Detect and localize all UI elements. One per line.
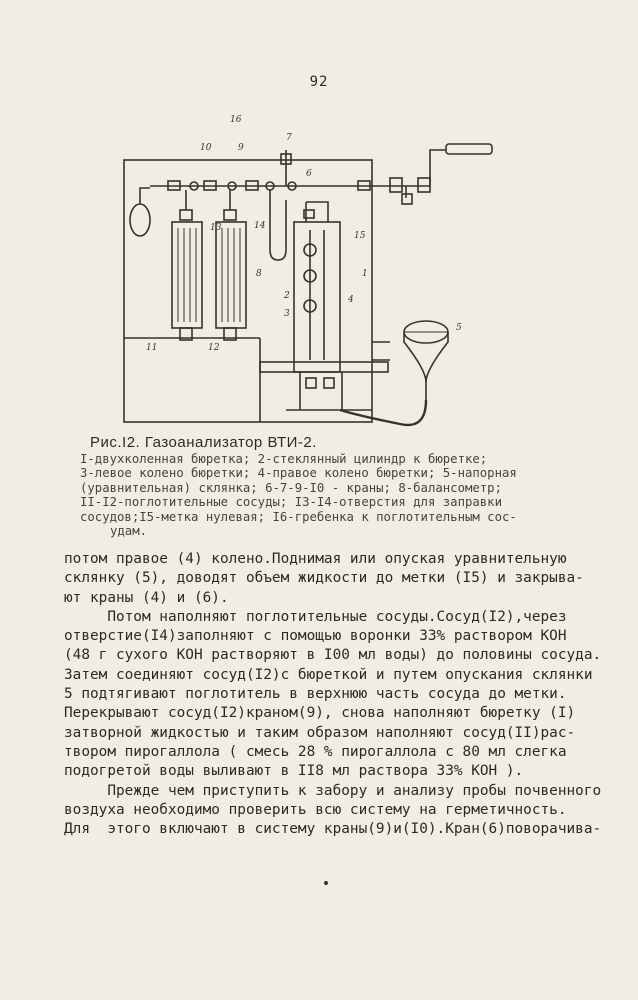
callout-number: 1 [362,269,368,279]
text-line: потом правое (4) колено.Поднимая или опуская уравнительную [64,551,567,567]
text-line: Затем соединяют сосуд(I2)с бюреткой и путем опускания склянки [64,666,593,683]
callout-number: 9 [238,143,244,153]
callout-number: 13 [210,223,222,233]
page-number: 92 [309,74,329,90]
figure-legend [80,452,550,538]
callout-number: 15 [354,231,366,241]
text-line: ют краны (4) и (6). [64,589,229,606]
legend-line: I-двухколенная бюретка; 2-стеклянный цилиндр к бюретке; [80,452,488,466]
text-line: Перекрывают сосуд(I2)краном(9), снова наполняют бюретку (I) [64,705,576,722]
callout-number: 16 [230,115,242,125]
callout-number: 3 [284,309,290,319]
gas-analyzer-figure [110,110,510,430]
rubber-bulb [130,204,150,236]
page-speck [324,881,328,885]
absorption-vessel-11 [172,222,202,328]
balancemeter-8 [270,190,286,260]
legend-line: сосудов;I5-метка нулевая; I6-гребенка к поглотительным сос- [80,509,517,524]
legend-line: II-I2-поглотительные сосуды; I3-I4-отверстия для заправки [80,495,502,510]
legend-line: удам. [110,524,148,539]
callout-number: 6 [306,169,312,179]
text-line: Прежде чем приступить к забору и анализу пробы почвенного [64,782,602,799]
absorption-vessel-12 [216,222,246,328]
callout-number: 10 [200,143,212,153]
glass-cylinder-2 [294,222,340,372]
callout-number: 2 [284,291,290,301]
callout-number: 11 [146,343,158,353]
callout-number: 8 [256,269,262,279]
text-line: (48 г сухого КОН растворяют в I00 мл воды) до половины сосуда. [64,647,602,664]
crank-handle [446,144,492,154]
callout-number: 4 [348,295,354,305]
figure-caption-title: Рис.I2. Газоанализатор ВТИ-2. [90,434,317,451]
text-line: затворной жидкостью и таким образом наполняют сосуд(II)рас- [64,724,576,741]
text-line: отверстие(I4)заполняют с помощью воронки 33% раствором КОН [64,628,567,645]
body-text [64,550,602,839]
callout-number: 7 [286,133,292,143]
gas-analyzer-diagram [110,110,510,430]
text-line: Для этого включают в систему краны(9)и(I0).Кран(6)поворачива- [64,821,602,838]
burette-platform [260,362,388,372]
shelf [124,338,260,422]
text-line: воздуха необходимо проверить всю систему на герметичность. [64,801,567,818]
text-line: склянку (5), доводят объем жидкости до метки (I5) и закрыва- [64,570,584,587]
valve-9-right [390,178,402,192]
bulb-tube [140,188,150,204]
callout-number: 14 [254,221,266,231]
text-line: твором пирогаллола ( смесь 28 % пирогаллола с 80 мл слегка [64,743,567,760]
callout-number: 5 [456,323,462,333]
callout-number: 12 [208,343,220,353]
text-line: подогретой воды выливают в II8 мл раствора 33% КОН ). [64,763,524,780]
text-line: 5 подтягивают поглотитель в верхнюю часть сосуда до метки. [64,686,567,703]
legend-line: (уравнительная) склянка; 6-7-9-I0 - краны; 8-балансометр; [80,480,502,495]
legend-line: 3-левое колено бюретки; 4-правое колено бюретки; 5-напорная [80,466,517,481]
text-line: Потом наполняют поглотительные сосуды.Сосуд(I2),через [64,608,567,625]
